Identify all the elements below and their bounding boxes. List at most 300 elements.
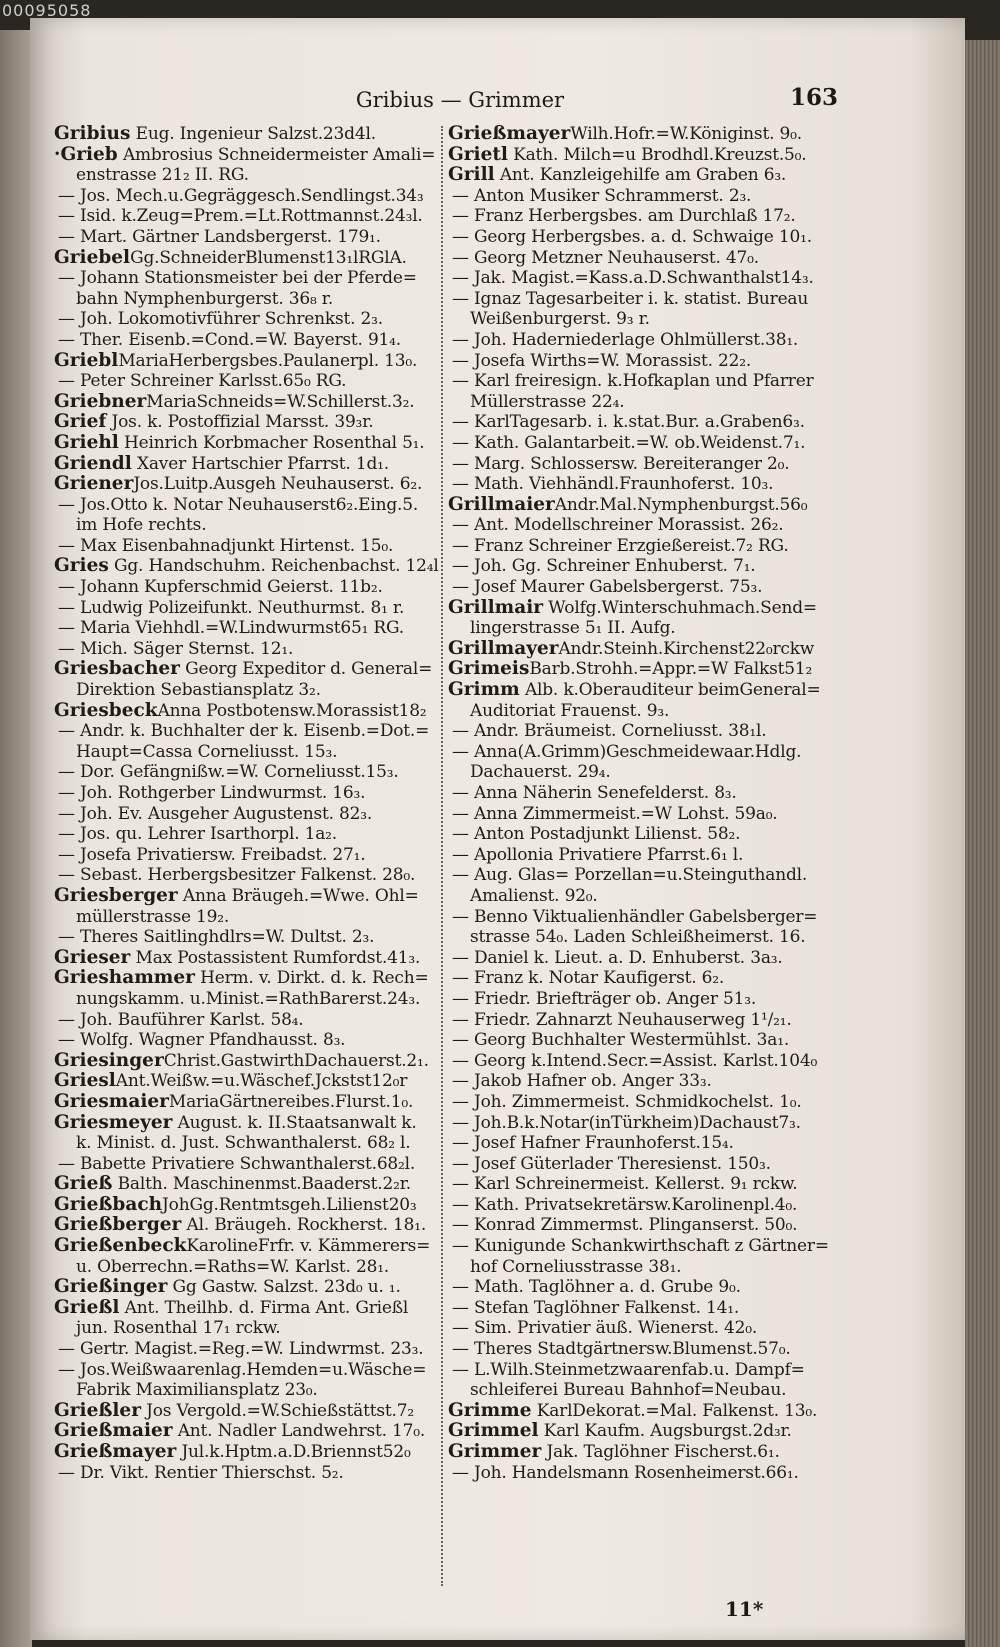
- surname-heading: Griesinger: [54, 1050, 164, 1071]
- directory-entry-line: [448, 1133, 856, 1154]
- directory-entry-line: [448, 1195, 856, 1216]
- directory-entry-line: [54, 639, 462, 660]
- surname-heading: Grimme: [448, 1400, 532, 1421]
- surname-heading: Grimeis: [448, 659, 530, 680]
- directory-entry-line: [448, 165, 856, 186]
- surname-heading: Grießbach: [54, 1194, 163, 1215]
- entry-text: — Marg. Schlossersw. Bereiteranger 2₀.: [452, 453, 790, 474]
- right-column: [448, 124, 856, 1483]
- entry-text: Xaver Hartschier Pfarrst. 1d₁.: [131, 453, 389, 474]
- page-block-edge: [965, 40, 1000, 1647]
- entry-text: MariaHerbergsbes.Paulanerpl. 13₀.: [118, 350, 418, 371]
- entry-text: — Joh. Handelsmann Rosenheimerst.66₁.: [452, 1462, 799, 1483]
- scan-id: 00095058: [2, 1, 92, 20]
- directory-entry-line: [54, 392, 462, 413]
- entry-text: — Daniel k. Lieut. a. D. Enhuberst. 3a₃.: [452, 947, 783, 968]
- entry-text: Müllerstrasse 22₄.: [470, 391, 625, 412]
- entry-text: Barb.Strohh.=Appr.=W Falkst51₂: [529, 659, 813, 680]
- directory-entry-line: [448, 1277, 856, 1298]
- entry-text: KarolineFrfr. v. Kämmerers=: [186, 1236, 431, 1257]
- signature-mark: 11*: [725, 1597, 764, 1621]
- directory-entry-line: [54, 248, 462, 269]
- directory-entry-line: [448, 289, 856, 310]
- directory-entry-line: [448, 206, 856, 227]
- directory-entry-line: [448, 1463, 856, 1484]
- directory-entry-line: [54, 1030, 462, 1051]
- entry-text: — Josef Güterlader Theresienst. 150₃.: [452, 1153, 771, 1174]
- entry-text: Ant.Weißw.=u.Wäschef.Jckstst12₀r: [115, 1071, 408, 1092]
- entry-text: jun. Rosenthal 17₁ rckw.: [76, 1318, 281, 1339]
- entry-text: — Jos.Weißwaarenlag.Hemden=u.Wäsche=: [58, 1359, 427, 1380]
- directory-entry-line: [448, 1030, 856, 1051]
- directory-entry-line: [54, 742, 462, 763]
- entry-text: Georg Expeditor d. General=: [179, 659, 433, 680]
- entry-text: enstrasse 21₂ II. RG.: [76, 165, 249, 186]
- entry-text: Kath. Milch=u Brodhdl.Kreuzst.5₀.: [507, 144, 807, 165]
- entry-text: Christ.GastwirthDachauerst.2₁.: [163, 1050, 429, 1071]
- entry-text: — Mich. Säger Sternst. 12₁.: [58, 638, 294, 659]
- directory-entry-line: [448, 1257, 856, 1278]
- entry-text: — Johann Stationsmeister bei der Pferde=: [58, 268, 417, 289]
- entry-text: Jos Vergold.=W.Schießstättst.7₂: [140, 1400, 414, 1421]
- entry-text: — Max Eisenbahnadjunkt Hirtenst. 15₀.: [58, 535, 394, 556]
- entry-text: Alb. k.Oberauditeur beimGeneral=: [519, 680, 821, 701]
- directory-entry-line: [54, 556, 462, 577]
- directory-entry-line: [54, 1195, 462, 1216]
- directory-entry-line: [54, 351, 462, 372]
- entry-text: u. Oberrechn.=Raths=W. Karlst. 28₁.: [76, 1256, 390, 1277]
- entry-text: — Peter Schreiner Karlsst.65₀ RG.: [58, 371, 347, 392]
- surname-heading: Grießmaier: [54, 1421, 173, 1442]
- left-column: [54, 124, 462, 1483]
- entry-text: Ant. Kanzleigehilfe am Graben 6₃.: [494, 165, 787, 186]
- surname-heading: ·Grieb: [54, 144, 118, 165]
- directory-entry-line: [54, 659, 462, 680]
- directory-entry-line: [448, 701, 856, 722]
- directory-entry-line: [448, 1442, 856, 1463]
- directory-entry-line: [448, 268, 856, 289]
- directory-entry-line: [448, 783, 856, 804]
- directory-entry-line: [54, 1380, 462, 1401]
- surname-heading: Gribius: [54, 124, 131, 144]
- directory-entry-line: [448, 536, 856, 557]
- directory-entry-line: [448, 1154, 856, 1175]
- entry-text: Auditoriat Frauenst. 9₃.: [470, 700, 670, 721]
- entry-text: — Anton Postadjunkt Lilienst. 58₂.: [452, 824, 741, 845]
- directory-entry-line: [448, 577, 856, 598]
- surname-heading: Grillmayer: [448, 638, 559, 659]
- entry-text: Jul.k.Hptm.a.D.Briennst52₀: [176, 1442, 411, 1462]
- surname-heading: Grieser: [54, 947, 131, 968]
- entry-text: Weißenburgerst. 9₃ r.: [470, 309, 650, 330]
- entry-text: — Kunigunde Schankwirthschaft z Gärtner=: [452, 1236, 829, 1257]
- entry-text: Jos. k. Postoffizial Marsst. 39₃r.: [106, 412, 374, 433]
- entry-text: — Joh. Ev. Ausgeher Augustenst. 82₃.: [58, 803, 373, 824]
- surname-heading: Griesbeck: [54, 700, 158, 721]
- entry-text: August. k. II.Staatsanwalt k.: [172, 1112, 417, 1133]
- entry-text: — Franz Herbergsbes. am Durchlaß 17₂.: [452, 206, 796, 227]
- directory-entry-line: [448, 145, 856, 166]
- entry-text: — Ludwig Polizeifunkt. Neuthurmst. 8₁ r.: [58, 597, 405, 618]
- entry-text: — Ignaz Tagesarbeiter i. k. statist. Bureau: [452, 288, 809, 309]
- entry-text: Max Postassistent Rumfordst.41₃.: [130, 947, 421, 968]
- entry-text: — Benno Viktualienhändler Gabelsberger=: [452, 906, 818, 927]
- entry-text: — Isid. k.Zeug=Prem.=Lt.Rottmannst.24₃l.: [58, 206, 423, 227]
- directory-entry-line: [54, 598, 462, 619]
- directory-entry-line: [54, 1051, 462, 1072]
- surname-heading: Grießmayer: [54, 1442, 177, 1462]
- surname-heading: Grietl: [448, 144, 508, 165]
- surname-heading: Grimmel: [448, 1421, 539, 1442]
- entry-text: lingerstrasse 5₁ II. Aufg.: [470, 618, 676, 639]
- directory-entry-line: [54, 1154, 462, 1175]
- entry-text: hof Corneliusstrasse 38₁.: [470, 1256, 682, 1277]
- directory-entry-line: [448, 1215, 856, 1236]
- directory-entry-line: [448, 845, 856, 866]
- entry-text: — Franz Schreiner Erzgießereist.7₂ RG.: [452, 535, 789, 556]
- entry-text: Ambrosius Schneidermeister Amali=: [117, 144, 436, 165]
- directory-entry-line: [54, 927, 462, 948]
- entry-text: — Dr. Vikt. Rentier Thierschst. 5₂.: [58, 1462, 344, 1483]
- entry-text: Andr.Mal.Nymphenburgst.56₀: [554, 494, 808, 515]
- directory-entry-line: [54, 618, 462, 639]
- entry-text: — Gertr. Magist.=Reg.=W. Lindwrmst. 23₃.: [58, 1339, 424, 1360]
- entry-text: — Apollonia Privatiere Pfarrst.6₁ l.: [452, 844, 744, 865]
- entry-text: Gg Gastw. Salzst. 23d₀ u. ₁.: [167, 1277, 401, 1298]
- entry-text: Anna Bräugeh.=Wwe. Ohl=: [177, 885, 419, 906]
- surname-heading: Griesmeyer: [54, 1112, 173, 1133]
- entry-text: — Josefa Wirths=W. Morassist. 22₂.: [452, 350, 752, 371]
- directory-entry-line: [54, 186, 462, 207]
- directory-entry-line: [54, 865, 462, 886]
- directory-entry-line: [54, 948, 462, 969]
- directory-entry-line: [54, 1339, 462, 1360]
- directory-entry-line: [54, 227, 462, 248]
- directory-entry-line: [448, 1401, 856, 1422]
- directory-entry-line: [54, 824, 462, 845]
- directory-entry-line: [448, 227, 856, 248]
- surname-heading: Grießinger: [54, 1277, 168, 1298]
- directory-entry-line: [54, 1236, 462, 1257]
- entry-text: — Johann Kupferschmid Geierst. 11b₂.: [58, 577, 383, 598]
- surname-heading: Grimmer: [448, 1442, 542, 1462]
- directory-entry-line: [448, 865, 856, 886]
- surname-heading: Grief: [54, 412, 107, 433]
- entry-text: MariaSchneids=W.Schillerst.3₂.: [146, 391, 415, 412]
- directory-entry-line: [448, 948, 856, 969]
- directory-entry-line: [54, 1277, 462, 1298]
- directory-entry-line: [54, 1401, 462, 1422]
- entry-text: — Ant. Modellschreiner Morassist. 26₂.: [452, 515, 784, 536]
- entry-text: — Sebast. Herbergsbesitzer Falkenst. 28₀.: [58, 865, 416, 886]
- entry-text: bahn Nymphenburgerst. 36₈ r.: [76, 288, 334, 309]
- directory-entry-line: [448, 248, 856, 269]
- surname-heading: Grieß: [54, 1174, 113, 1195]
- directory-entry-line: [448, 351, 856, 372]
- directory-entry-line: [54, 145, 462, 166]
- page-number: 163: [790, 84, 839, 111]
- directory-entry-line: [54, 1421, 462, 1442]
- directory-entry-line: [448, 680, 856, 701]
- directory-entry-line: [54, 433, 462, 454]
- directory-entry-line: [448, 824, 856, 845]
- entry-text: — Dor. Gefängnißw.=W. Corneliusst.15₃.: [58, 762, 399, 783]
- entry-text: — Karl freiresign. k.Hofkaplan und Pfarrer: [452, 371, 814, 392]
- entry-text: — Anna(A.Grimm)Geschmeidewaar.Hdlg.: [452, 741, 802, 762]
- directory-entry-line: [54, 1360, 462, 1381]
- directory-entry-line: [54, 515, 462, 536]
- directory-entry-line: [448, 907, 856, 928]
- entry-text: — Theres Saitlinghdlrs=W. Dultst. 2₃.: [58, 927, 375, 948]
- entry-text: — Math. Viehhändl.Fraunhoferst. 10₃.: [452, 474, 774, 495]
- entry-text: — Stefan Taglöhner Falkenst. 14₁.: [452, 1297, 740, 1318]
- directory-entry-line: [54, 989, 462, 1010]
- directory-entry-line: [54, 762, 462, 783]
- directory-entry-line: [448, 618, 856, 639]
- entry-text: — Math. Taglöhner a. d. Grube 9₀.: [452, 1277, 741, 1298]
- directory-entry-line: [448, 927, 856, 948]
- entry-text: — Babette Privatiere Schwanthalerst.68₂l.: [58, 1153, 416, 1174]
- directory-entry-line: [54, 474, 462, 495]
- directory-entry-line: [54, 289, 462, 310]
- directory-entry-line: [54, 124, 462, 145]
- entry-text: KarlDekorat.=Mal. Falkenst. 13₀.: [531, 1400, 818, 1421]
- surname-heading: Griebner: [54, 391, 147, 412]
- entry-text: — Jos.Otto k. Notar Neuhauserst6₂.Eing.5.: [58, 494, 419, 515]
- entry-text: — Anna Näherin Senefelderst. 8₃.: [452, 783, 737, 803]
- entry-text: — Joh. Rothgerber Lindwurmst. 16₃.: [58, 783, 366, 803]
- directory-entry-line: [448, 556, 856, 577]
- entry-text: — Georg k.Intend.Secr.=Assist. Karlst.104₀: [452, 1050, 818, 1071]
- directory-entry-line: [54, 1318, 462, 1339]
- entry-text: — Sim. Privatier äuß. Wienerst. 42₀.: [452, 1318, 758, 1339]
- directory-entry-line: [448, 309, 856, 330]
- entry-text: — Karl Schreinermeist. Kellerst. 9₁ rckw.: [452, 1174, 798, 1195]
- entry-text: — Mart. Gärtner Landsbergerst. 179₁.: [58, 226, 381, 247]
- entry-text: Wolfg.Winterschuhmach.Send=: [542, 597, 817, 618]
- surname-heading: Griebl: [54, 350, 119, 371]
- directory-entry-line: [448, 1318, 856, 1339]
- entry-text: Jak. Taglöhner Fischerst.6₁.: [541, 1442, 780, 1462]
- directory-entry-line: [54, 1092, 462, 1113]
- entry-text: Jos.Luitp.Ausgeh Neuhauserst. 6₂.: [133, 474, 423, 495]
- entry-text: — Maria Viehhdl.=W.Lindwurmst65₁ RG.: [58, 618, 404, 639]
- entry-text: — Jak. Magist.=Kass.a.D.Schwanthalst14₃.: [452, 268, 814, 289]
- directory-entry-line: [54, 701, 462, 722]
- entry-text: müllerstrasse 19₂.: [76, 906, 230, 927]
- directory-entry-line: [54, 1174, 462, 1195]
- entry-text: — Andr. k. Buchhalter der k. Eisenb.=Dot.=: [58, 721, 430, 742]
- directory-entry-line: [448, 742, 856, 763]
- entry-text: — Joh. Lokomotivführer Schrenkst. 2₃.: [58, 309, 383, 330]
- entry-text: — Georg Buchhalter Westermühlst. 3a₁.: [452, 1030, 790, 1051]
- directory-entry-line: [54, 783, 462, 804]
- directory-entry-line: [448, 1051, 856, 1072]
- entry-text: — Andr. Bräumeist. Corneliusst. 38₁l.: [452, 721, 767, 742]
- entry-text: Andr.Steinh.Kirchenst22₀rckw: [558, 638, 815, 659]
- surname-heading: Griendl: [54, 453, 132, 474]
- entry-text: Al. Bräugeh. Rockherst. 18₁.: [181, 1215, 427, 1236]
- entry-text: — Joh. Zimmermeist. Schmidkochelst. 1₀.: [452, 1091, 802, 1112]
- directory-entry-line: [448, 1071, 856, 1092]
- directory-entry-line: [448, 1174, 856, 1195]
- surname-heading: Grießler: [54, 1400, 141, 1421]
- directory-entry-line: [54, 1257, 462, 1278]
- entry-text: Wilh.Hofr.=W.Königinst. 9₀.: [570, 124, 802, 144]
- directory-entry-line: [448, 968, 856, 989]
- directory-entry-line: [448, 989, 856, 1010]
- directory-entry-line: [448, 330, 856, 351]
- directory-entry-line: [54, 968, 462, 989]
- running-head: Gribius — Grimmer: [355, 88, 565, 112]
- directory-entry-line: [54, 577, 462, 598]
- entry-text: Fabrik Maximiliansplatz 23₀.: [76, 1380, 318, 1401]
- entry-text: — Joh. Gg. Schreiner Enhuberst. 7₁.: [452, 556, 756, 577]
- entry-text: — Joh. Haderniederlage Ohlmüllerst.38₁.: [452, 329, 799, 350]
- directory-entry-line: [448, 495, 856, 516]
- entry-text: — Georg Metzner Neuhauserst. 47₀.: [452, 247, 759, 268]
- entry-text: — Josefa Privatiersw. Freibadst. 27₁.: [58, 844, 366, 865]
- entry-text: — Friedr. Zahnarzt Neuhauserweg 1¹/₂₁.: [452, 1009, 792, 1030]
- directory-entry-line: [448, 762, 856, 783]
- directory-entry-line: [54, 371, 462, 392]
- entry-text: — Kath. Galantarbeit.=W. ob.Weidenst.7₁.: [452, 432, 806, 453]
- entry-text: Ant. Nadler Landwehrst. 17₀.: [172, 1421, 426, 1442]
- entry-text: Eug. Ingenieur Salzst.23d4l.: [130, 124, 376, 144]
- directory-entry-line: [54, 1010, 462, 1031]
- directory-entry-line: [54, 907, 462, 928]
- entry-text: — Joh. Bauführer Karlst. 58₄.: [58, 1009, 304, 1030]
- entry-text: Gg.SchneiderBlumenst13₁lRGlA.: [130, 247, 407, 268]
- directory-entry-line: [54, 206, 462, 227]
- entry-text: — Theres Stadtgärtnersw.Blumenst.57₀.: [452, 1339, 791, 1360]
- directory-entry-line: [448, 1421, 856, 1442]
- directory-entry-line: [54, 1071, 462, 1092]
- directory-entry-line: [448, 515, 856, 536]
- surname-heading: Griesberger: [54, 885, 178, 906]
- directory-entry-line: [448, 433, 856, 454]
- entry-text: — Anna Zimmermeist.=W Lohst. 59a₀.: [452, 803, 778, 824]
- directory-entry-line: [448, 124, 856, 145]
- directory-entry-line: [54, 536, 462, 557]
- surname-heading: Grillmaier: [448, 494, 555, 515]
- directory-entry-line: [54, 268, 462, 289]
- directory-entry-line: [448, 392, 856, 413]
- directory-entry-line: [448, 1380, 856, 1401]
- entry-text: Anna Postbotensw.Morassist18₂: [157, 700, 427, 721]
- directory-entry-line: [54, 845, 462, 866]
- directory-entry-line: [448, 1339, 856, 1360]
- directory-entry-line: [54, 721, 462, 742]
- entry-text: Herm. v. Dirkt. d. k. Rech=: [194, 968, 429, 989]
- directory-entry-line: [54, 495, 462, 516]
- entry-text: Direktion Sebastiansplatz 3₂.: [76, 680, 321, 701]
- directory-entry-line: [448, 804, 856, 825]
- entry-text: Gg. Handschuhm. Reichenbachst. 12₄l: [108, 556, 439, 577]
- directory-entry-line: [448, 454, 856, 475]
- directory-entry-line: [54, 1442, 462, 1463]
- directory-entry-line: [54, 1215, 462, 1236]
- surname-heading: Grimm: [448, 680, 520, 701]
- surname-heading: Grießenbeck: [54, 1236, 187, 1257]
- directory-entry-line: [448, 1236, 856, 1257]
- entry-text: — Josef Maurer Gabelsbergerst. 75₃.: [452, 577, 763, 598]
- directory-entry-line: [54, 309, 462, 330]
- surname-heading: Grieshammer: [54, 968, 195, 989]
- entry-text: JohGg.Rentmtsgeh.Lilienst20₃: [162, 1194, 417, 1215]
- entry-text: — Aug. Glas= Porzellan=u.Steinguthandl.: [452, 865, 808, 886]
- surname-heading: Griehl: [54, 432, 119, 453]
- entry-text: — Wolfg. Wagner Pfandhausst. 8₃.: [58, 1030, 346, 1051]
- entry-text: Ant. Theilhb. d. Firma Ant. Grießl: [119, 1297, 409, 1318]
- directory-entry-line: [448, 412, 856, 433]
- surname-heading: Gries: [54, 556, 109, 577]
- entry-text: — Anton Musiker Schrammerst. 2₃.: [452, 185, 752, 206]
- entry-text: Karl Kaufm. Augsburgst.2d₃r.: [538, 1421, 792, 1442]
- entry-text: — Franz k. Notar Kaufigerst. 6₂.: [452, 968, 725, 989]
- directory-entry-line: [448, 1092, 856, 1113]
- directory-entry-line: [54, 330, 462, 351]
- surname-heading: Grießmayer: [448, 124, 571, 144]
- surname-heading: Griener: [54, 474, 134, 495]
- directory-entry-line: [448, 598, 856, 619]
- entry-text: MariaGärtnereibes.Flurst.1₀.: [168, 1091, 414, 1112]
- surname-heading: Grill: [448, 165, 495, 186]
- surname-heading: Grießberger: [54, 1215, 182, 1236]
- entry-text: Haupt=Cassa Corneliusst. 15₃.: [76, 741, 338, 762]
- directory-entry-line: [448, 721, 856, 742]
- directory-entry-line: [54, 454, 462, 475]
- entry-text: nungskamm. u.Minist.=RathBarerst.24₃.: [76, 988, 421, 1009]
- directory-entry-line: [54, 1133, 462, 1154]
- surname-heading: Grießl: [54, 1297, 120, 1318]
- directory-entry-line: [54, 165, 462, 186]
- directory-entry-line: [448, 474, 856, 495]
- directory-entry-line: [448, 1113, 856, 1134]
- entry-text: — Jos. Mech.u.Gegräggesch.Sendlingst.34₃: [58, 185, 424, 206]
- entry-text: strasse 54₀. Laden Schleißheimerst. 16.: [470, 927, 806, 948]
- entry-text: — Konrad Zimmermst. Plinganserst. 50₀.: [452, 1215, 798, 1236]
- entry-text: Balth. Maschinenmst.Baaderst.2₂r.: [112, 1174, 411, 1195]
- entry-text: — Ther. Eisenb.=Cond.=W. Bayerst. 91₄.: [58, 329, 401, 350]
- directory-entry-line: [448, 371, 856, 392]
- entry-text: — Josef Hafner Fraunhoferst.15₄.: [452, 1133, 734, 1154]
- surname-heading: Griebel: [54, 247, 131, 268]
- entry-text: — Kath. Privatsekretärsw.Karolinenpl.4₀.: [452, 1194, 798, 1215]
- surname-heading: Griesmaier: [54, 1091, 169, 1112]
- directory-entry-line: [448, 1298, 856, 1319]
- entry-text: im Hofe rechts.: [76, 515, 207, 536]
- directory-entry-line: [448, 659, 856, 680]
- directory-entry-line: [54, 1463, 462, 1484]
- entry-text: — KarlTagesarb. i. k.stat.Bur. a.Graben6₃.: [452, 412, 805, 433]
- entry-text: — Joh.B.k.Notar(inTürkheim)Dachaust7₃.: [452, 1112, 801, 1133]
- entry-text: — L.Wilh.Steinmetzwaarenfab.u. Dampf=: [452, 1359, 805, 1380]
- directory-entry-line: [54, 886, 462, 907]
- directory-entry-line: [448, 639, 856, 660]
- entry-text: — Jakob Hafner ob. Anger 33₃.: [452, 1071, 712, 1092]
- directory-entry-line: [54, 804, 462, 825]
- entry-text: — Friedr. Briefträger ob. Anger 51₃.: [452, 988, 757, 1009]
- entry-text: — Jos. qu. Lehrer Isarthorpl. 1a₂.: [58, 824, 337, 845]
- directory-entry-line: [448, 1010, 856, 1031]
- entry-text: schleiferei Bureau Bahnhof=Neubau.: [470, 1380, 787, 1401]
- entry-text: Heinrich Korbmacher Rosenthal 5₁.: [118, 432, 425, 453]
- entry-text: k. Minist. d. Just. Schwanthalerst. 68₂ l.: [76, 1133, 411, 1154]
- directory-entry-line: [54, 1298, 462, 1319]
- entry-text: — Georg Herbergsbes. a. d. Schwaige 10₁.: [452, 226, 812, 247]
- previous-page-edge: [0, 30, 32, 1647]
